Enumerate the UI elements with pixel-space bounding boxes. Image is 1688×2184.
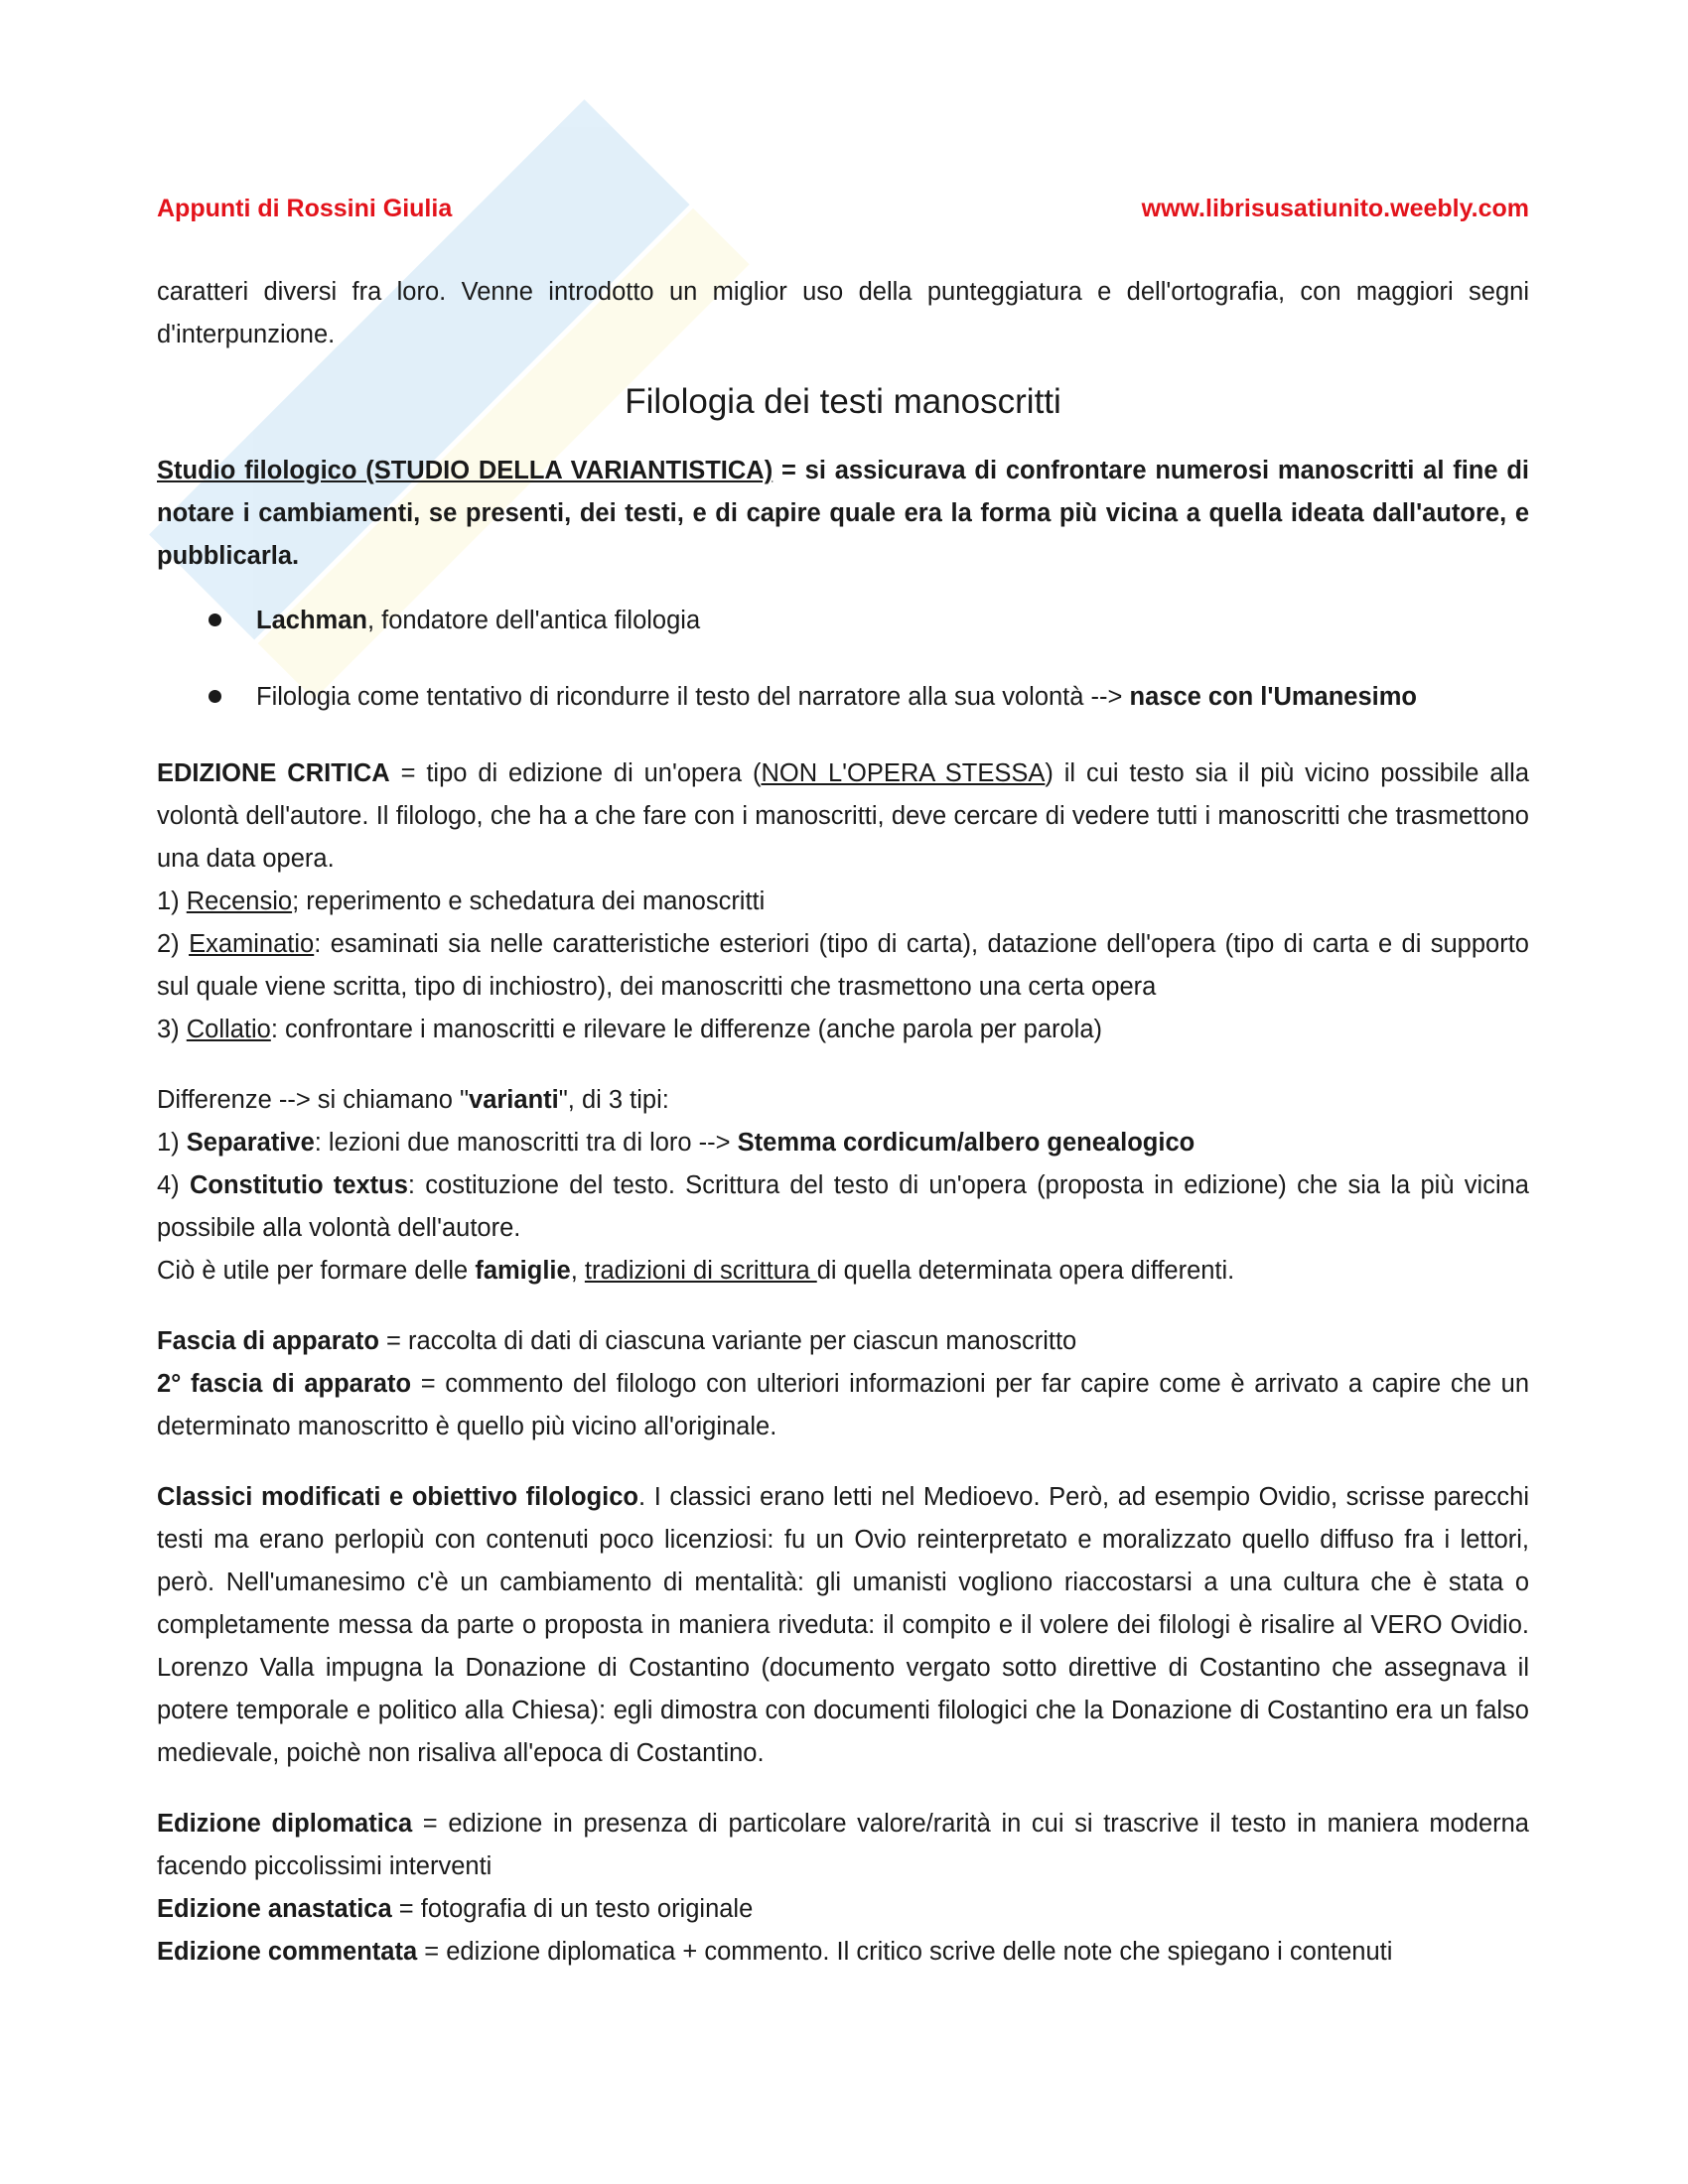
- section-title: Filologia dei testi manoscritti: [625, 382, 1061, 421]
- bullet-bold: Lachman: [256, 607, 367, 634]
- term-bold: Separative: [186, 1129, 315, 1157]
- text-span: = fotografia di un testo originale: [391, 1895, 754, 1923]
- term-bold: Constitutio textus: [189, 1171, 408, 1199]
- edizione-critica-paragraph: [157, 752, 1529, 881]
- term-bold: EDIZIONE CRITICA: [157, 759, 390, 787]
- step-text: ; reperimento e schedatura dei manoscritti: [292, 887, 766, 915]
- page-header: [157, 195, 1529, 223]
- step-term: Examinatio: [189, 930, 315, 958]
- bullet-bold: nasce con l'Umanesimo: [1129, 683, 1418, 711]
- text-span: = edizione in presenza di particolare valore/rarità in cui si trascrive il testo in maniera moderna facendo piccolissimi interventi: [157, 1810, 1529, 1880]
- edizione-line: [157, 1931, 1529, 1974]
- document-page: [157, 195, 1529, 1974]
- edizione-line: [157, 1888, 1529, 1931]
- bullet-icon: [209, 690, 221, 703]
- bullet-text: , fondatore dell'antica filologia: [366, 607, 701, 634]
- term-bold: Edizione diplomatica: [157, 1810, 413, 1838]
- term-bold: Edizione commentata: [157, 1938, 418, 1966]
- step-number: 4): [157, 1171, 190, 1199]
- classici-paragraph: [157, 1476, 1529, 1775]
- differenze-line: [157, 1122, 1529, 1164]
- term-bold: Fascia di apparato: [157, 1327, 379, 1355]
- text-span: ", di 3 tipi:: [558, 1086, 669, 1114]
- step-line: [157, 1009, 1529, 1051]
- term-bold: 2° fascia di apparato: [157, 1370, 412, 1398]
- step-number: 2): [157, 930, 190, 958]
- studio-paragraph: [157, 450, 1529, 578]
- step-number: 1): [157, 1129, 187, 1157]
- term-bold: Stemma cordicum/albero genealogico: [737, 1129, 1196, 1157]
- text-span: = tipo di edizione di un'opera (: [389, 759, 762, 787]
- list-item: [157, 600, 1529, 642]
- text-span: . I classici erano letti nel Medioevo. Però, ad esempio Ovidio, scrisse parecchi testi ma erano perlopiù con contenuti poco licenziosi: fu un Ovio reinterpretato e moralizzato quello diffuso fra i lettori, però. Nell'umanesimo c'è un cambiamento di mentalità: gli umanisti vogliono riaccostarsi a una cultura che è stata o completamente messa da parte o proposta in maniera riveduta: il compito e il volere dei filologi è risalire al VERO Ovidio. Lorenzo Valla impugna la Donazione di Costantino (documento vergato sotto direttive di Costantino che assegnava il potere temporale e politico alla Chiesa): egli dimostra con documenti filologici che la Donazione di Costantino era un falso medievale, poichè non risaliva all'epoca di Costantino.: [157, 1483, 1529, 1767]
- fascia-line: [157, 1363, 1529, 1448]
- text-span: di quella determinata opera differenti.: [816, 1257, 1235, 1285]
- text-span: = commento del filologo con ulteriori informazioni per far capire come è arrivato a capire che un determinato manoscritto è quello più vicino all'originale.: [157, 1370, 1530, 1440]
- step-line: [157, 923, 1529, 1009]
- underlined-text: NON L'OPERA STESSA: [761, 759, 1046, 787]
- studio-definition: = si assicurava di confrontare numerosi manoscritti al fine di notare i cambiamenti, se presenti, dei testi, e di capire quale era la forma più vicina a quella ideata dall'autore, e pubblicarla.: [157, 457, 1529, 570]
- step-text: : esaminati sia nelle caratteristiche esteriori (tipo di carta), datazione dell'opera (tipo di carta e di supporto sul quale viene scritta, tipo di inchiostro), dei manoscritti che trasmettono una certa opera: [157, 930, 1529, 1001]
- bullet-list: [157, 600, 1529, 719]
- header-website-link[interactable]: www.librisusatiunito.weebly.com: [1141, 195, 1529, 222]
- step-term: Collatio: [186, 1016, 271, 1043]
- term-bold: Edizione anastatica: [157, 1895, 392, 1923]
- text-span: : costituzione del testo. Scrittura del testo di un'opera (proposta in edizione) che sia la più vicina possibile alla volontà dell'autore.: [157, 1171, 1529, 1242]
- list-item: [157, 676, 1529, 719]
- text-span: ) il cui testo sia il più vicino possibile alla volontà dell'autore. Il filologo, che ha a che fare con i manoscritti, deve cercare di vedere tutti i manoscritti che trasmettono una data opera.: [157, 759, 1530, 873]
- differenze-intro: [157, 1079, 1529, 1122]
- differenze-line: [157, 1164, 1529, 1250]
- intro-paragraph: caratteri diversi fra loro. Venne introdotto un miglior uso della punteggiatura e dell'ortografia, con maggiori segni d'interpunzione.: [157, 278, 1529, 348]
- underlined-text: tradizioni di scrittura: [584, 1257, 817, 1285]
- text-span: = raccolta di dati di ciascuna variante per ciascun manoscritto: [378, 1327, 1077, 1355]
- step-text: : confrontare i manoscritti e rilevare le differenze (anche parola per parola): [270, 1016, 1103, 1043]
- bullet-icon: [209, 614, 221, 626]
- step-number: 3): [157, 1016, 187, 1043]
- step-number: 1): [157, 887, 187, 915]
- term-bold: famiglie: [475, 1257, 571, 1285]
- edizione-line: [157, 1803, 1529, 1888]
- differenze-line: [157, 1250, 1529, 1293]
- text-span: ,: [570, 1257, 585, 1285]
- text-span: Ciò è utile per formare delle: [157, 1257, 476, 1285]
- text-span: : lezioni due manoscritti tra di loro -->: [314, 1129, 738, 1157]
- fascia-line: [157, 1320, 1529, 1363]
- term-bold: varianti: [469, 1086, 559, 1114]
- header-author: Appunti di Rossini Giulia: [157, 195, 453, 222]
- text-span: Differenze --> si chiamano ": [157, 1086, 470, 1114]
- bullet-text: Filologia come tentativo di ricondurre il testo del narratore alla sua volontà -->: [256, 683, 1130, 711]
- step-line: [157, 881, 1529, 923]
- studio-term: Studio filologico (STUDIO DELLA VARIANTISTICA): [157, 457, 774, 484]
- term-bold: Classici modificati e obiettivo filologico: [157, 1483, 638, 1511]
- step-term: Recensio: [186, 887, 293, 915]
- text-span: = edizione diplomatica + commento. Il critico scrive delle note che spiegano i contenuti: [417, 1938, 1393, 1966]
